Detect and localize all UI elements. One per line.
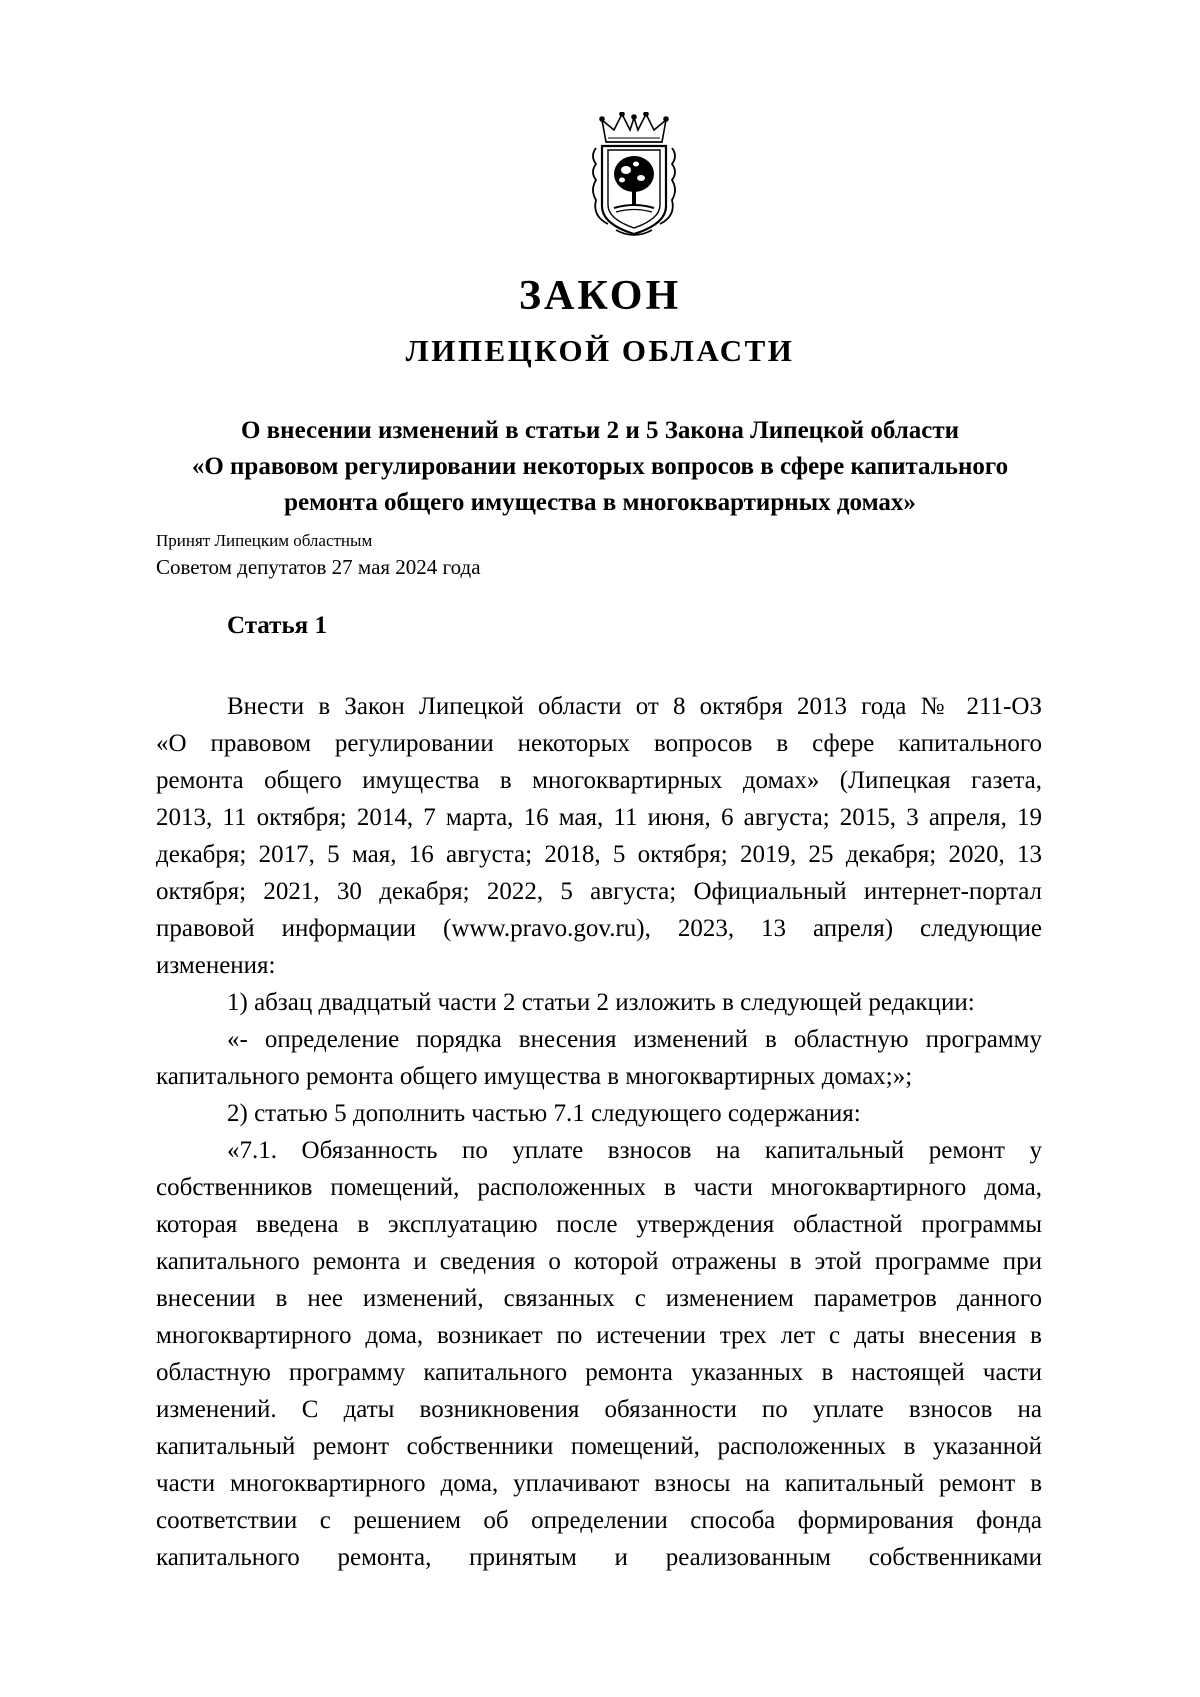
body-line: капитальный ремонт собственники помещений, расположенных в указанной	[156, 1433, 1042, 1460]
body-line: «7.1. Обязанность по уплате взносов на капитальный ремонт у	[227, 1137, 1042, 1164]
body-line: правовой информации (www.pravo.gov.ru), 2023, 13 апреля) следующие	[156, 915, 1042, 942]
body-line: капитального ремонта, принятым и реализованным собственниками	[156, 1544, 1042, 1571]
body-line: изменения:	[156, 952, 276, 979]
body-line: капитального ремонта общего имущества в многоквартирных домах;»;	[156, 1063, 913, 1090]
body-line: капитального ремонта и сведения о которой отражены в этой программе при	[156, 1248, 1042, 1275]
body-line: изменений. С даты возникновения обязанности по уплате взносов на	[156, 1396, 1042, 1423]
heading-line: ремонта общего имущества в многоквартирных домах»	[284, 489, 916, 516]
law-region-title: ЛИПЕЦКОЙ ОБЛАСТИ	[405, 333, 795, 368]
body-line: Внести в Закон Липецкой области от 8 октября 2013 года № 211-ОЗ	[227, 693, 1042, 720]
body-line: внесении в нее изменений, связанных с изменением параметров данного	[156, 1285, 1042, 1312]
body-line: областную программу капитального ремонта указанных в настоящей части	[156, 1359, 1042, 1386]
body-line: «- определение порядка внесения изменений в областную программу	[227, 1026, 1042, 1053]
body-line: 2013, 11 октября; 2014, 7 марта, 16 мая, 11 июня, 6 августа; 2015, 3 апреля, 19	[156, 804, 1042, 831]
law-heading	[150, 413, 1050, 521]
body-line: которая введена в эксплуатацию после утверждения областной программы	[156, 1211, 1042, 1238]
body-line: 2) статью 5 дополнить частью 7.1 следующего содержания:	[227, 1100, 861, 1127]
body-line: октября; 2021, 30 декабря; 2022, 5 августа; Официальный интернет-портал	[156, 878, 1042, 905]
coat-of-arms-icon	[586, 112, 682, 240]
body-line: 1) абзац двадцатый части 2 статьи 2 изложить в следующей редакции:	[227, 989, 975, 1016]
body-line: «О правовом регулировании некоторых вопросов в сфере капитального	[156, 730, 1042, 757]
body-line: многоквартирного дома, возникает по истечении трех лет с даты внесения в	[156, 1322, 1042, 1349]
law-title: ЗАКОН	[518, 273, 682, 319]
body-line: части многоквартирного дома, уплачивают взносы на капитальный ремонт в	[156, 1470, 1042, 1497]
article-body	[156, 688, 1042, 1576]
body-line: соответствии с решением об определении способа формирования фонда	[156, 1507, 1042, 1534]
body-line: собственников помещений, расположенных в части многоквартирного дома,	[156, 1174, 1042, 1201]
adoption-note	[156, 530, 481, 582]
heading-line: «О правовом регулировании некоторых вопросов в сфере капитального	[191, 453, 1009, 480]
adoption-line-2: Советом депутатов 27 мая 2024 года	[156, 555, 481, 579]
article-title: Статья 1	[227, 612, 327, 639]
adoption-line-1: Принят Липецким областным	[156, 531, 373, 550]
body-line: ремонта общего имущества в многоквартирных домах» (Липецкая газета,	[156, 767, 1042, 794]
heading-line: О внесении изменений в статьи 2 и 5 Закона Липецкой области	[240, 417, 960, 444]
body-line: декабря; 2017, 5 мая, 16 августа; 2018, 5 октября; 2019, 25 декабря; 2020, 13	[156, 841, 1042, 868]
